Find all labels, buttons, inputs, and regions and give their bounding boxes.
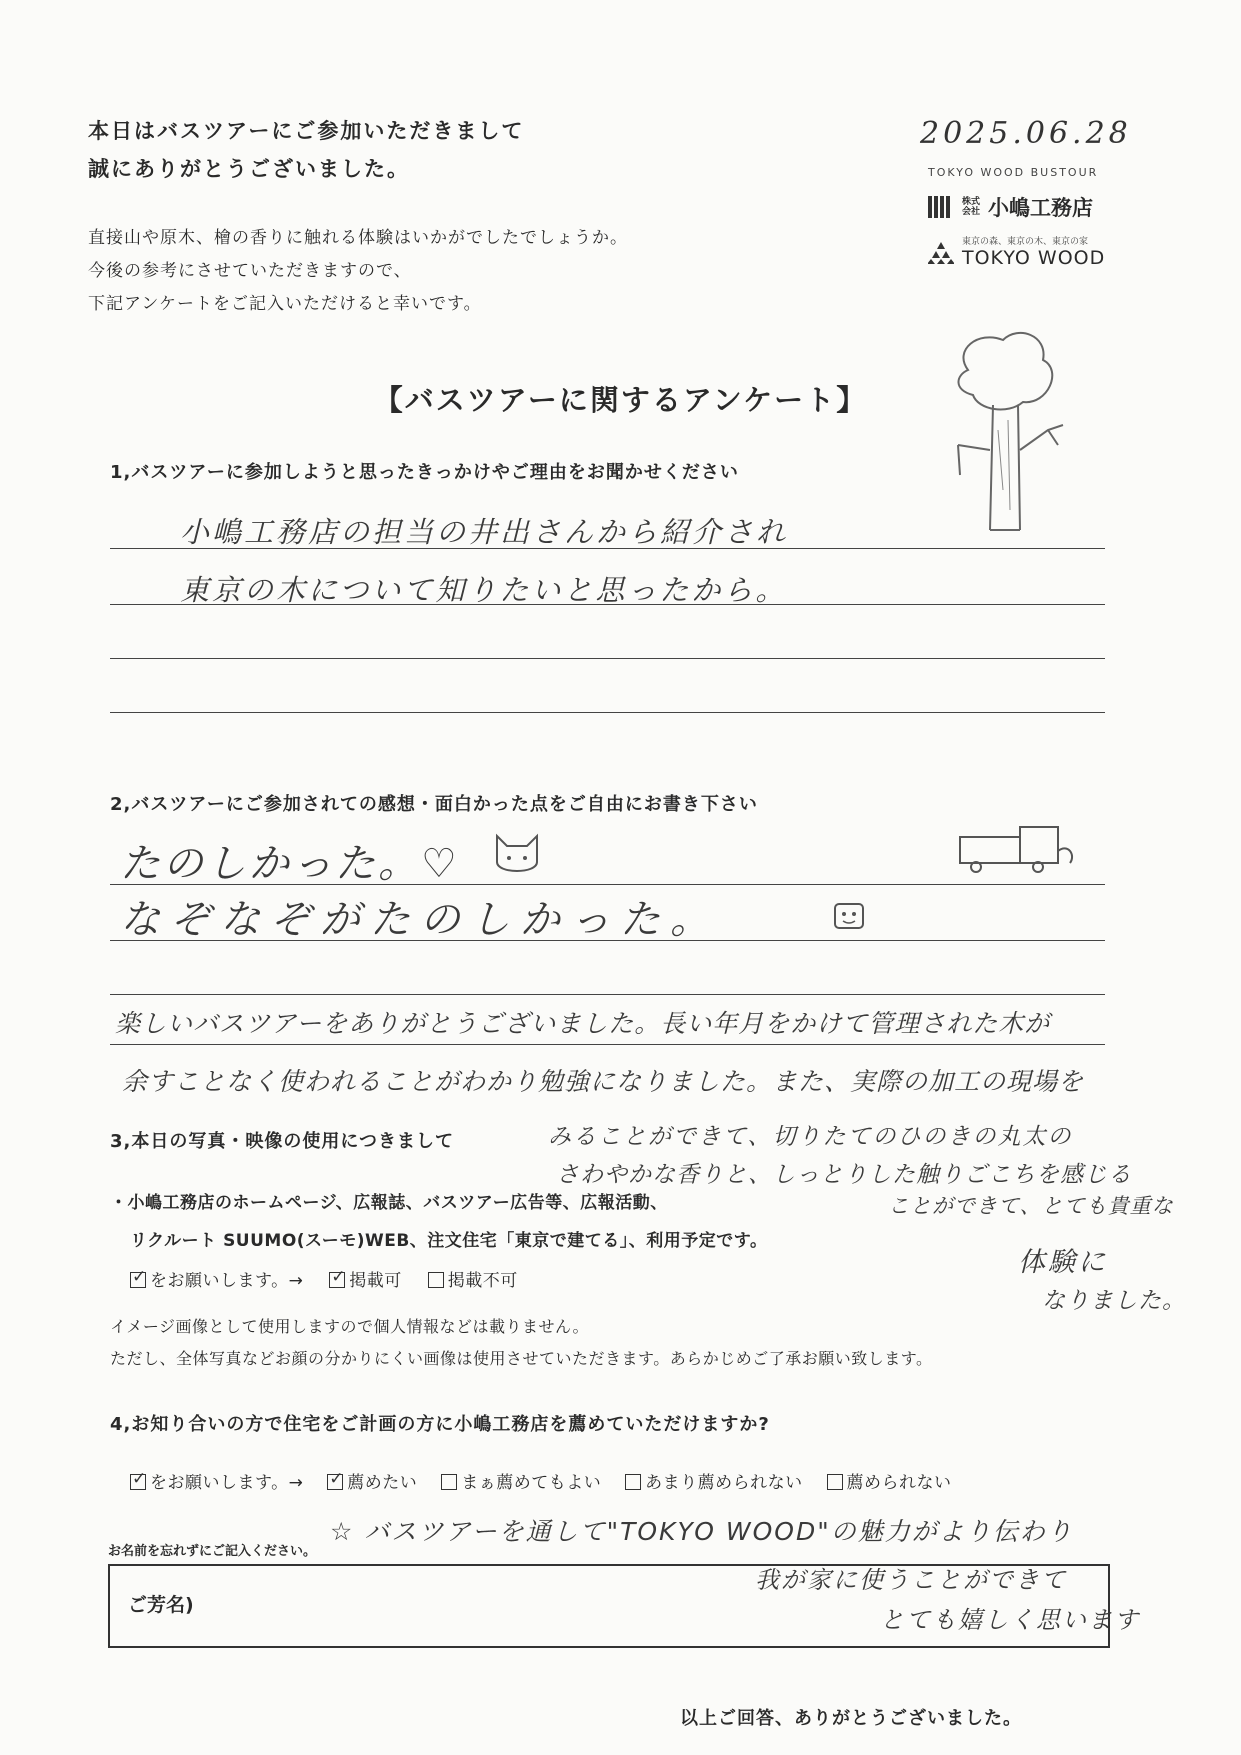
survey-title: 【バスツアーに関するアンケート】 xyxy=(373,383,868,417)
q2-answer-line8: 体験に xyxy=(1018,1247,1108,1278)
company-logo xyxy=(928,192,1093,222)
q4-question: 4,お知り合いの方で住宅をご計画の方に小嶋工務店を薦めていただけますか? xyxy=(110,1414,770,1435)
q4-option-checkbox[interactable] xyxy=(827,1474,843,1490)
q4-option-label: まぁ薦めてもよい xyxy=(461,1473,602,1493)
date: 2025.06.28 xyxy=(920,116,1132,151)
intro-body xyxy=(88,222,628,321)
q4-comment-line3: とても嬉しく思います xyxy=(880,1606,1140,1634)
answer-line xyxy=(110,884,1105,885)
intro-body-line1: 直接山や原木、檜の香りに触れる体験はいかがでしたでしょうか。 xyxy=(88,228,628,248)
q3-choice-row xyxy=(130,1266,518,1291)
q2-answer-line4: 余すことなく使われることがわかり勉強になりました。また、実際の加工の現場を xyxy=(122,1067,1085,1096)
q1-question: 1,バスツアーに参加しようと思ったきっかけやご理由をお聞かせください xyxy=(110,462,739,483)
answer-line xyxy=(110,658,1105,659)
q4-option-checkbox[interactable] xyxy=(441,1474,457,1490)
q4-option-label: あまり薦められない xyxy=(645,1473,803,1493)
tree-doodle xyxy=(948,330,1098,540)
triangle-logo-icon xyxy=(928,240,954,264)
answer-line xyxy=(110,994,1105,995)
q4-option-label: 薦められない xyxy=(846,1473,952,1493)
name-prompt: お名前を忘れずにご記入ください。 xyxy=(108,1544,317,1559)
intro-title-line2: 誠にありがとうございました。 xyxy=(88,157,410,181)
q1-answer-line1: 小嶋工務店の担当の井出さんから紹介され xyxy=(180,515,789,549)
q3-text-line2: リクルート SUUMO(スーモ)WEB、注文住宅「東京で建てる」、利用予定です。 xyxy=(130,1231,768,1251)
q4-choice-row xyxy=(130,1468,952,1493)
answer-line xyxy=(110,1044,1105,1045)
q4-legend-checkbox xyxy=(130,1474,146,1490)
brand-name: TOKYO WOOD xyxy=(962,247,1106,269)
intro-body-line3: 下記アンケートをご記入いただけると幸いです。 xyxy=(88,294,482,314)
brand-tagline: 東京の森、東京の木、東京の家 xyxy=(962,237,1089,247)
q4-instruction: をお願いします。→ xyxy=(150,1473,304,1493)
company-name: 小嶋工務店 xyxy=(988,196,1093,220)
name-label: ご芳名) xyxy=(128,1594,194,1616)
intro-body-line2: 今後の参考にさせていただきますので、 xyxy=(88,261,412,281)
intro-title-line1: 本日はバスツアーにご参加いただきまして xyxy=(88,119,525,143)
q2-answer-line6: さわやかな香りと、しっとりした触りごこちを感じる xyxy=(556,1162,1132,1188)
q2-question: 2,バスツアーにご参加されての感想・面白かった点をご自由にお書き下さい xyxy=(110,794,758,815)
q3-option-ng-label: 掲載不可 xyxy=(447,1271,518,1291)
q3-text-line1: ・小嶋工務店のホームページ、広報誌、バスツアー広告等、広報活動、 xyxy=(110,1193,668,1213)
q3-legend-checkbox xyxy=(130,1272,146,1288)
intro-title xyxy=(88,112,524,188)
q2-answer-line7: ことができて、とても貴重な xyxy=(888,1194,1174,1218)
truck-doodle xyxy=(958,823,1078,873)
company-mark-icon xyxy=(928,196,956,218)
q3-option-ok-label: 掲載可 xyxy=(349,1271,402,1291)
answer-line xyxy=(110,548,1105,549)
tour-name: TOKYO WOOD BUSTOUR xyxy=(928,166,1099,179)
cat-doodle xyxy=(493,832,541,878)
q4-option-checkbox[interactable] xyxy=(327,1474,343,1490)
q2-answer-line5: みることができて、切りたてのひのきの丸太の xyxy=(548,1124,1073,1150)
q2-answer-line2: なぞなぞがたのしかった。 xyxy=(120,897,720,943)
q4-option-label: 薦めたい xyxy=(347,1473,418,1493)
q3-instruction: をお願いします。→ xyxy=(150,1271,304,1291)
q4-comment-line2: 我が家に使うことができて xyxy=(755,1566,1067,1594)
answer-line xyxy=(110,604,1105,605)
closing-text: 以上ご回答、ありがとうございました。 xyxy=(680,1708,1022,1729)
brand-logo xyxy=(928,234,1105,269)
answer-line xyxy=(110,712,1105,713)
q3-note-line1: イメージ画像として使用しますので個人情報などは載りません。 xyxy=(110,1317,589,1336)
face-doodle xyxy=(833,902,867,932)
q2-answer-line9: なりました。 xyxy=(1042,1288,1186,1314)
q3-option-ok-checkbox[interactable] xyxy=(329,1272,345,1288)
q1-answer-line2: 東京の木について知りたいと思ったから。 xyxy=(180,573,788,607)
q2-answer-line1: たのしかった。♡ xyxy=(120,841,460,887)
q4-comment-line1: ☆ バスツアーを通して"TOKYO WOOD"の魅力がより伝わり xyxy=(330,1517,1074,1546)
company-prefix: 株式会社 xyxy=(962,197,981,217)
q3-option-ng-checkbox[interactable] xyxy=(428,1272,444,1288)
answer-line xyxy=(110,940,1105,941)
q4-option-checkbox[interactable] xyxy=(625,1474,641,1490)
q2-answer-line3: 楽しいバスツアーをありがとうございました。長い年月をかけて管理された木が xyxy=(115,1009,1051,1038)
q3-note-line2: ただし、全体写真などお顔の分かりにくい画像は使用させていただきます。あらかじめご了承お願い致します。 xyxy=(110,1349,933,1368)
q3-question: 3,本日の写真・映像の使用につきまして xyxy=(110,1131,455,1152)
